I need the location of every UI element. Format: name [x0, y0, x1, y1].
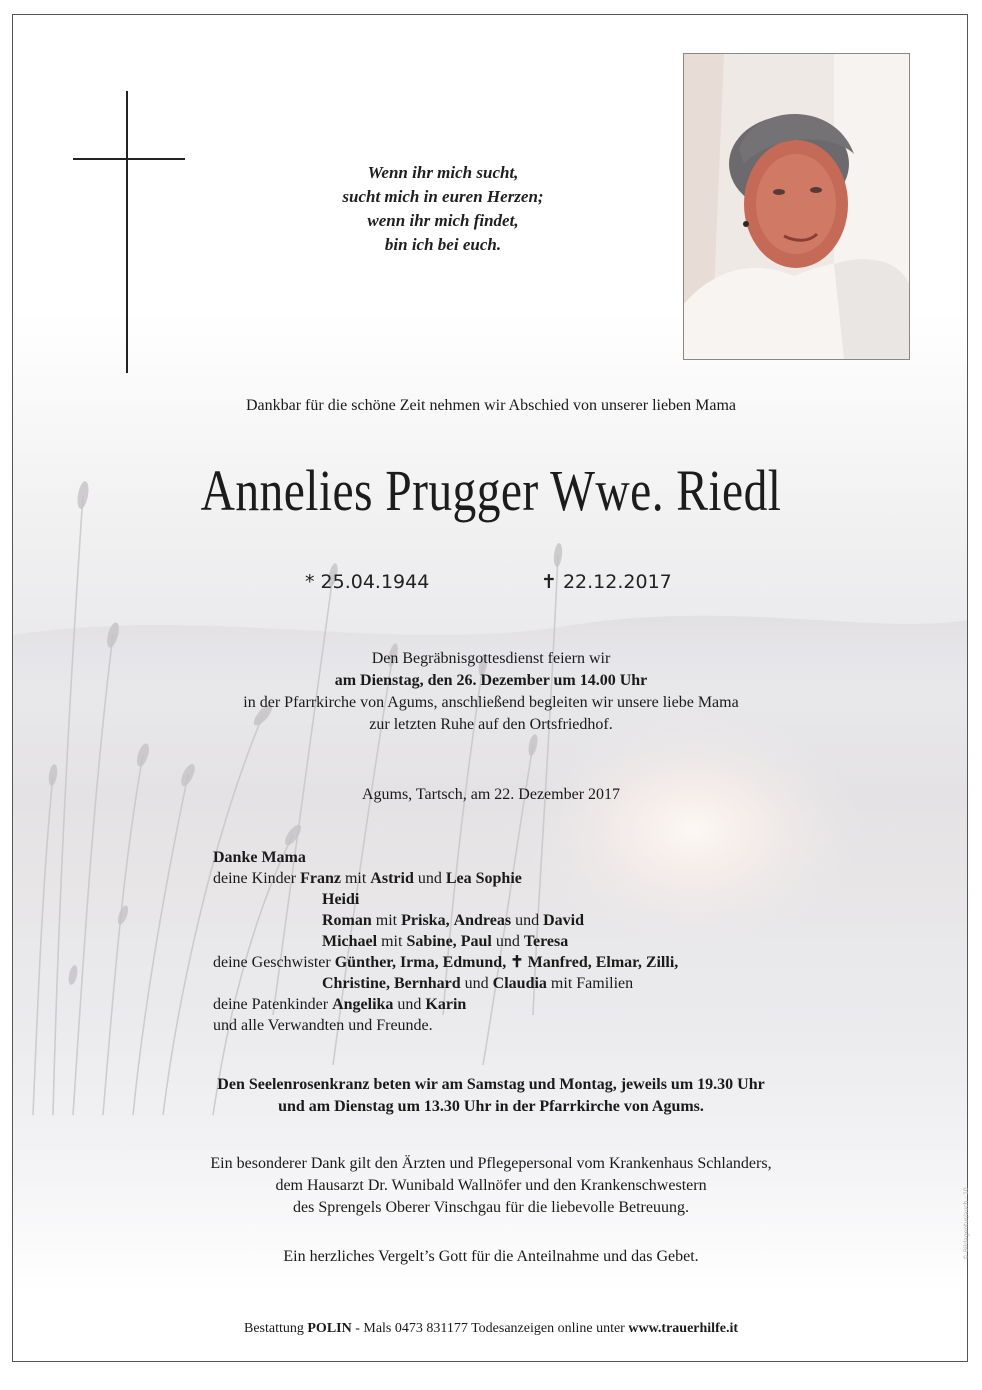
poem-line: wenn ihr mich findet, — [367, 211, 519, 230]
birth-date: * 25.04.1944 — [305, 571, 430, 593]
place-and-date: Agums, Tartsch, am 22. Dezember 2017 — [361, 786, 621, 803]
funeral-home-footer: Bestattung POLIN - Mals 0473 831177 Todesanzeigen online unter www.trauerhilfe.it — [243, 1321, 739, 1336]
godchildren-line: deine Patenkinder Angelika und Karin — [213, 996, 467, 1013]
portrait-illustration — [684, 54, 909, 359]
funeral-line: Den Begräbnisgottesdienst feiern wir — [371, 650, 611, 667]
funeral-line: zur letzten Ruhe auf den Ortsfriedhof. — [369, 716, 613, 733]
thanks-line: dem Hausarzt Dr. Wunibald Wallnöfer und den Krankenschwestern — [275, 1177, 707, 1194]
rosary-announcement — [13, 1074, 968, 1118]
death-date: ✝ 22.12.2017 — [541, 571, 672, 593]
portrait-photo — [683, 53, 910, 360]
children-line-2: Heidi — [322, 891, 360, 908]
rosary-line: und am Dienstag um 13.30 Uhr in der Pfarrkirche von Agums. — [278, 1098, 704, 1115]
children-line-4: Michael mit Sabine, Paul und Teresa — [322, 933, 569, 950]
poem-line: Wenn ihr mich sucht, — [367, 163, 519, 182]
website-link[interactable]: www.trauerhilfe.it — [628, 1321, 739, 1336]
poem-line: sucht mich in euren Herzen; — [342, 187, 544, 206]
memorial-poem — [273, 161, 613, 257]
obituary-frame — [12, 14, 968, 1362]
funeral-home-name: POLIN — [307, 1321, 352, 1336]
rosary-line: Den Seelenrosenkranz beten wir am Samstag und Montag, jeweils um 19.30 Uhr — [217, 1076, 765, 1093]
cross-horizontal-bar — [73, 158, 185, 160]
thanks-line: Ein besonderer Dank gilt den Ärzten und Pflegepersonal vom Krankenhaus Schlanders, — [210, 1155, 772, 1172]
cross-vertical-bar — [126, 91, 128, 373]
family-heading: Danke Mama — [213, 849, 306, 866]
closing-thanks: Ein herzliches Vergelt’s Gott für die Anteilnahme und das Gebet. — [283, 1248, 699, 1265]
image-credit: © Bildagentur/auch · 10 — [963, 1187, 970, 1260]
thanks-line: des Sprengels Oberer Vinschgau für die liebevolle Betreuung. — [293, 1199, 689, 1216]
relatives-line: und alle Verwandten und Freunde. — [213, 1017, 433, 1034]
siblings-line-1: deine Geschwister Günther, Irma, Edmund, ✝ Manfred, Elmar, Zilli, — [213, 954, 679, 971]
deceased-name: Annelies Prugger Wwe. Riedl — [200, 458, 782, 523]
funeral-line: in der Pfarrkirche von Agums, anschließend begleiten wir unsere liebe Mama — [243, 694, 739, 711]
funeral-date-line: am Dienstag, den 26. Dezember um 14.00 Uhr — [334, 672, 648, 689]
funeral-announcement — [13, 648, 968, 736]
children-line-3: Roman mit Priska, Andreas und David — [322, 912, 584, 929]
siblings-line-2: Christine, Bernhard und Claudia mit Familien — [322, 975, 634, 992]
poem-line: bin ich bei euch. — [384, 235, 502, 254]
special-thanks — [13, 1153, 968, 1219]
children-line-1: deine Kinder Franz mit Astrid und Lea Sophie — [213, 870, 522, 887]
intro-text: Dankbar für die schöne Zeit nehmen wir Abschied von unserer lieben Mama — [245, 397, 737, 414]
family-list — [213, 847, 678, 1036]
